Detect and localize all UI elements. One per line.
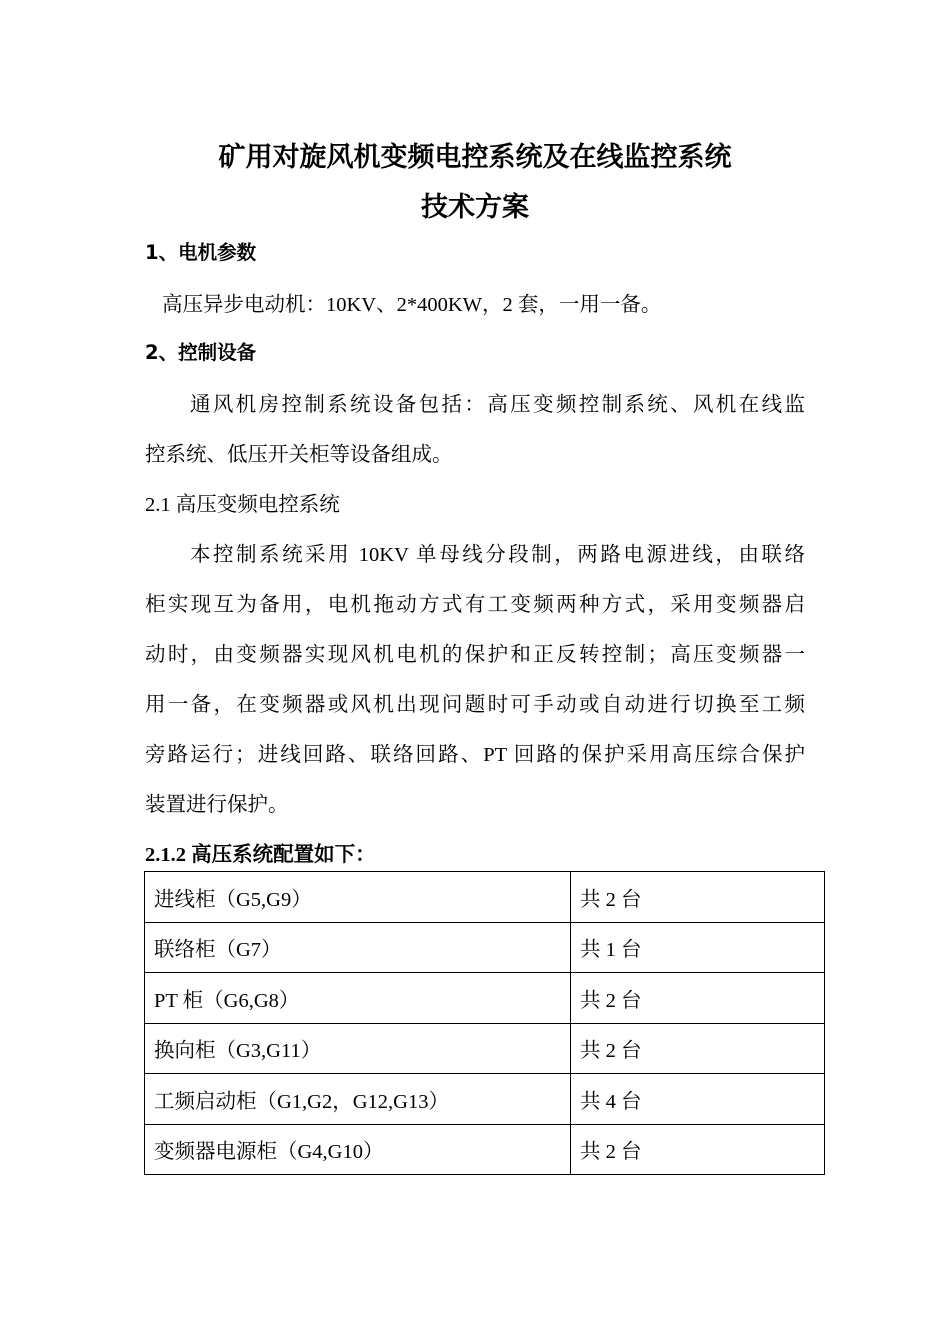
- quantity-cell: 共 2 台: [571, 1124, 825, 1175]
- table-row: [145, 1124, 825, 1175]
- document-title: 矿用对旋风机变频电控系统及在线监控系统: [218, 142, 732, 173]
- document-subtitle: 技术方案: [421, 192, 529, 223]
- section-2-1-2-heading: 2.1.2 高压系统配置如下：: [145, 844, 376, 866]
- cabinet-name-cell: 联络柜（G7）: [145, 922, 571, 973]
- section-2-1-line: 本控制系统采用 10KV 单母线分段制，两路电源进线，由联络: [190, 544, 805, 566]
- cabinet-name-cell: 变频器电源柜（G4,G10）: [145, 1124, 571, 1175]
- cabinet-name-cell: 进线柜（G5,G9）: [145, 872, 571, 923]
- table-row: [145, 1074, 825, 1125]
- section-1-heading: 1、电机参数: [145, 241, 257, 264]
- section-2-1-line: 动时，由变频器实现风机电机的保护和正反转控制；高压变频器一: [145, 644, 805, 666]
- table-row: [145, 872, 825, 923]
- table-row: [145, 973, 825, 1024]
- cabinet-name-cell: PT 柜（G6,G8）: [145, 973, 571, 1024]
- cabinet-name-cell: 工频启动柜（G1,G2，G12,G13）: [145, 1074, 571, 1125]
- section-2-1-line: 旁路运行；进线回路、联络回路、PT 回路的保护采用高压综合保护: [145, 744, 805, 766]
- section-2-1-heading: 2.1 高压变频电控系统: [145, 494, 340, 516]
- quantity-cell: 共 1 台: [571, 922, 825, 973]
- section-2-1-line: 柜实现互为备用，电机拖动方式有工变频两种方式，采用变频器启: [145, 594, 805, 616]
- section-2-heading: 2、控制设备: [145, 341, 257, 364]
- section-2-para-line: 通风机房控制系统设备包括：高压变频控制系统、风机在线监: [190, 394, 805, 416]
- table-row: [145, 1023, 825, 1074]
- quantity-cell: 共 2 台: [571, 973, 825, 1024]
- quantity-cell: 共 4 台: [571, 1074, 825, 1125]
- table-row: [145, 922, 825, 973]
- quantity-cell: 共 2 台: [571, 872, 825, 923]
- section-2-1-line: 装置进行保护。: [145, 794, 289, 816]
- section-2-1-line: 用一备，在变频器或风机出现问题时可手动或自动进行切换至工频: [145, 694, 805, 716]
- section-2-para-line: 控系统、低压开关柜等设备组成。: [145, 444, 453, 466]
- cabinet-name-cell: 换向柜（G3,G11）: [145, 1023, 571, 1074]
- quantity-cell: 共 2 台: [571, 1023, 825, 1074]
- section-1-text: 高压异步电动机：10KV、2*400KW，2 套，一用一备。: [162, 294, 662, 316]
- config-table: [144, 871, 825, 1175]
